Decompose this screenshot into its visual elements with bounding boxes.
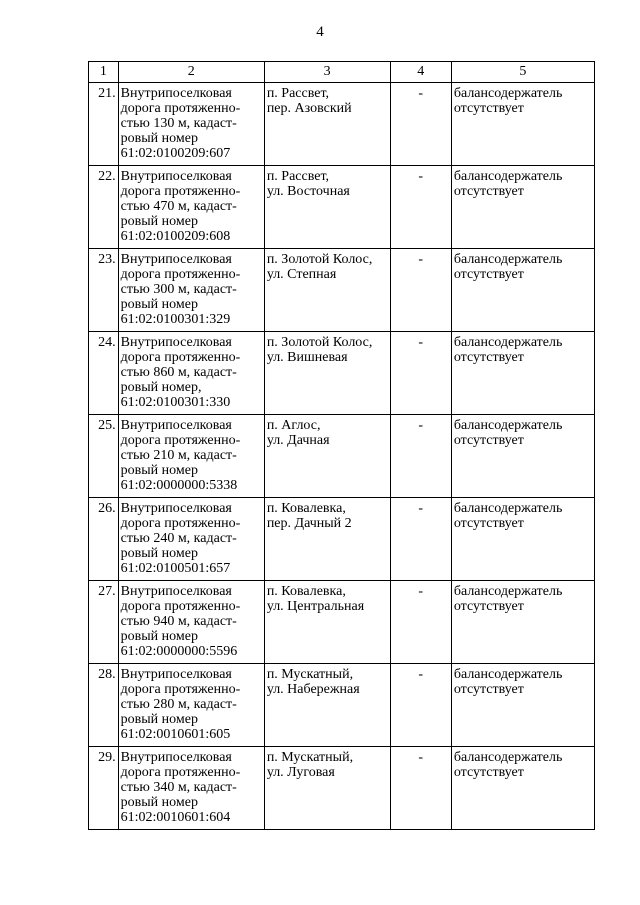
object-description [118, 166, 264, 249]
desc-line: 61:02:0100209:607 [120, 146, 231, 161]
desc-line: дорога протяженно- [120, 267, 241, 282]
balance-holder [451, 249, 594, 332]
object-address [264, 415, 390, 498]
table-body [89, 83, 595, 830]
balance-holder [451, 581, 594, 664]
object-address [264, 332, 390, 415]
holder-line: отсутствует [453, 267, 524, 282]
object-address [264, 498, 390, 581]
desc-line: стью 130 м, кадаст- [120, 116, 237, 131]
row-number: 28. [89, 664, 119, 747]
desc-line: Внутрипоселковая [120, 86, 232, 101]
column-4-value: - [390, 581, 451, 664]
holder-line: балансодержатель [453, 252, 563, 267]
balance-holder [451, 498, 594, 581]
column-4-value: - [390, 332, 451, 415]
desc-line: Внутрипоселковая [120, 418, 232, 433]
addr-line: п. Золотой Колос, [266, 335, 373, 350]
desc-line: 61:02:0100301:329 [120, 312, 231, 327]
row-number: 22. [89, 166, 119, 249]
object-address [264, 747, 390, 830]
desc-line: 61:02:0010601:605 [120, 727, 231, 742]
desc-line: дорога протяженно- [120, 433, 241, 448]
table-row [89, 83, 595, 166]
desc-line: ровый номер [120, 546, 198, 561]
object-description [118, 498, 264, 581]
holder-line: балансодержатель [453, 418, 563, 433]
desc-line: дорога протяженно- [120, 101, 241, 116]
header-row [89, 62, 595, 83]
addr-line: пер. Дачный 2 [266, 516, 352, 531]
desc-line: ровый номер, [120, 380, 202, 395]
page-number: 4 [316, 24, 324, 40]
addr-line: ул. Дачная [266, 433, 330, 448]
addr-line: п. Мускатный, [266, 667, 354, 682]
holder-line: отсутствует [453, 682, 524, 697]
column-header-5: 5 [451, 62, 594, 83]
desc-line: ровый номер [120, 463, 198, 478]
balance-holder [451, 664, 594, 747]
holder-line: отсутствует [453, 765, 524, 780]
addr-line: п. Мускатный, [266, 750, 354, 765]
desc-line: стью 210 м, кадаст- [120, 448, 237, 463]
table-row [89, 498, 595, 581]
holder-line: балансодержатель [453, 335, 563, 350]
object-address [264, 249, 390, 332]
table-row [89, 415, 595, 498]
object-address [264, 664, 390, 747]
row-number: 29. [89, 747, 119, 830]
desc-line: дорога протяженно- [120, 184, 241, 199]
addr-line: п. Рассвет, [266, 86, 330, 101]
addr-line: п. Ковалевка, [266, 584, 346, 599]
holder-line: балансодержатель [453, 169, 563, 184]
desc-line: стью 280 м, кадаст- [120, 697, 237, 712]
balance-holder [451, 83, 594, 166]
desc-line: стью 240 м, кадаст- [120, 531, 237, 546]
desc-line: ровый номер [120, 214, 198, 229]
holder-line: отсутствует [453, 599, 524, 614]
holder-line: балансодержатель [453, 667, 563, 682]
desc-line: 61:02:0000000:5338 [120, 478, 238, 493]
column-4-value: - [390, 664, 451, 747]
desc-line: ровый номер [120, 629, 198, 644]
addr-line: п. Аглос, [266, 418, 321, 433]
addr-line: п. Рассвет, [266, 169, 330, 184]
desc-line: Внутрипоселковая [120, 169, 232, 184]
column-4-value: - [390, 83, 451, 166]
object-description [118, 581, 264, 664]
holder-line: балансодержатель [453, 750, 563, 765]
object-address [264, 581, 390, 664]
row-number: 25. [89, 415, 119, 498]
row-number: 27. [89, 581, 119, 664]
row-number: 23. [89, 249, 119, 332]
balance-holder [451, 166, 594, 249]
object-description [118, 664, 264, 747]
table-row [89, 166, 595, 249]
desc-line: дорога протяженно- [120, 350, 241, 365]
holder-line: отсутствует [453, 350, 524, 365]
table-row [89, 581, 595, 664]
desc-line: дорога протяженно- [120, 682, 241, 697]
desc-line: Внутрипоселковая [120, 667, 232, 682]
desc-line: дорога протяженно- [120, 765, 241, 780]
table-row [89, 332, 595, 415]
addr-line: ул. Набережная [266, 682, 360, 697]
desc-line: ровый номер [120, 131, 198, 146]
holder-line: отсутствует [453, 184, 524, 199]
object-description [118, 332, 264, 415]
holder-line: балансодержатель [453, 584, 563, 599]
column-4-value: - [390, 498, 451, 581]
column-header-3: 3 [264, 62, 390, 83]
row-number: 26. [89, 498, 119, 581]
column-4-value: - [390, 415, 451, 498]
desc-line: ровый номер [120, 297, 198, 312]
desc-line: 61:02:0000000:5596 [120, 644, 238, 659]
addr-line: пер. Азовский [266, 101, 352, 116]
object-description [118, 249, 264, 332]
holder-line: отсутствует [453, 433, 524, 448]
table-row [89, 249, 595, 332]
addr-line: ул. Центральная [266, 599, 365, 614]
holder-line: отсутствует [453, 516, 524, 531]
addr-line: ул. Восточная [266, 184, 350, 199]
desc-line: 61:02:0010601:604 [120, 810, 231, 825]
object-address [264, 83, 390, 166]
desc-line: Внутрипоселковая [120, 750, 232, 765]
column-header-4: 4 [390, 62, 451, 83]
addr-line: ул. Луговая [266, 765, 335, 780]
table-row [89, 664, 595, 747]
desc-line: стью 300 м, кадаст- [120, 282, 237, 297]
desc-line: стью 940 м, кадаст- [120, 614, 237, 629]
desc-line: Внутрипоселковая [120, 584, 232, 599]
desc-line: ровый номер [120, 795, 198, 810]
desc-line: ровый номер [120, 712, 198, 727]
desc-line: Внутрипоселковая [120, 501, 232, 516]
addr-line: п. Ковалевка, [266, 501, 346, 516]
object-description [118, 83, 264, 166]
balance-holder [451, 332, 594, 415]
table-header [89, 62, 595, 83]
desc-line: дорога протяженно- [120, 599, 241, 614]
desc-line: 61:02:0100501:657 [120, 561, 231, 576]
row-number: 21. [89, 83, 119, 166]
balance-holder [451, 415, 594, 498]
desc-line: стью 470 м, кадаст- [120, 199, 237, 214]
holder-line: балансодержатель [453, 501, 563, 516]
column-4-value: - [390, 747, 451, 830]
row-number: 24. [89, 332, 119, 415]
desc-line: стью 860 м, кадаст- [120, 365, 237, 380]
addr-line: ул. Степная [266, 267, 337, 282]
object-description [118, 415, 264, 498]
column-header-2: 2 [118, 62, 264, 83]
column-header-1: 1 [89, 62, 119, 83]
addr-line: п. Золотой Колос, [266, 252, 373, 267]
desc-line: Внутрипоселковая [120, 335, 232, 350]
desc-line: стью 340 м, кадаст- [120, 780, 237, 795]
desc-line: Внутрипоселковая [120, 252, 232, 267]
column-4-value: - [390, 166, 451, 249]
addr-line: ул. Вишневая [266, 350, 348, 365]
table-row [89, 747, 595, 830]
object-address [264, 166, 390, 249]
column-4-value: - [390, 249, 451, 332]
desc-line: 61:02:0100209:608 [120, 229, 231, 244]
holder-line: балансодержатель [453, 86, 563, 101]
desc-line: дорога протяженно- [120, 516, 241, 531]
balance-holder [451, 747, 594, 830]
holder-line: отсутствует [453, 101, 524, 116]
registry-table [88, 61, 595, 830]
desc-line: 61:02:0100301:330 [120, 395, 231, 410]
object-description [118, 747, 264, 830]
